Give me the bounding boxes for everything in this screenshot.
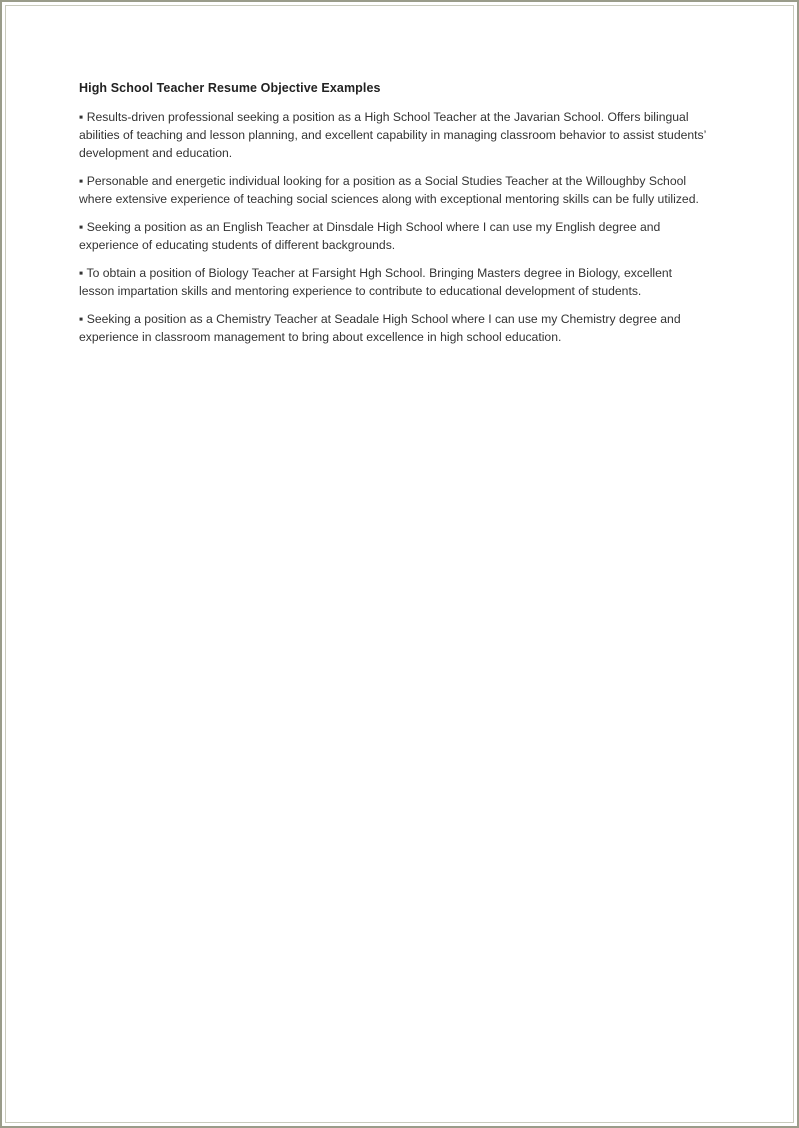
- objective-item: [79, 108, 709, 162]
- bullet-icon: ▪: [79, 174, 84, 188]
- document-body: [79, 80, 709, 356]
- objective-text: Personable and energetic individual looking for a position as a Social Studies Teacher at the Willoughby School where extensive experience of teaching social sciences along with exceptional mentoring skills can be fully utilized.: [79, 174, 699, 206]
- bullet-icon: ▪: [79, 220, 84, 234]
- objective-item: [79, 310, 709, 346]
- objective-item: [79, 264, 709, 300]
- bullet-icon: ▪: [79, 312, 84, 326]
- objective-item: [79, 172, 709, 208]
- bullet-icon: ▪: [79, 266, 84, 280]
- objective-text: Seeking a position as a Chemistry Teacher at Seadale High School where I can use my Chemistry degree and experience in classroom management to bring about excellence in high school education.: [79, 312, 681, 344]
- objective-text: To obtain a position of Biology Teacher at Farsight Hgh School. Bringing Masters degree in Biology, excellent lesson impartation skills and mentoring experience to contribute to educational development of students.: [79, 266, 673, 298]
- objective-item: [79, 218, 709, 254]
- objective-text: Results-driven professional seeking a position as a High School Teacher at the Javarian School. Offers bilingual abilities of teaching and lesson planning, and excellent capability in managing classroom behavior to assist students’ development and education.: [79, 110, 706, 160]
- bullet-icon: ▪: [79, 110, 84, 124]
- objective-text: Seeking a position as an English Teacher at Dinsdale High School where I can use my English degree and experience of educating students of different backgrounds.: [79, 220, 661, 252]
- document-title: High School Teacher Resume Objective Examples: [79, 81, 381, 95]
